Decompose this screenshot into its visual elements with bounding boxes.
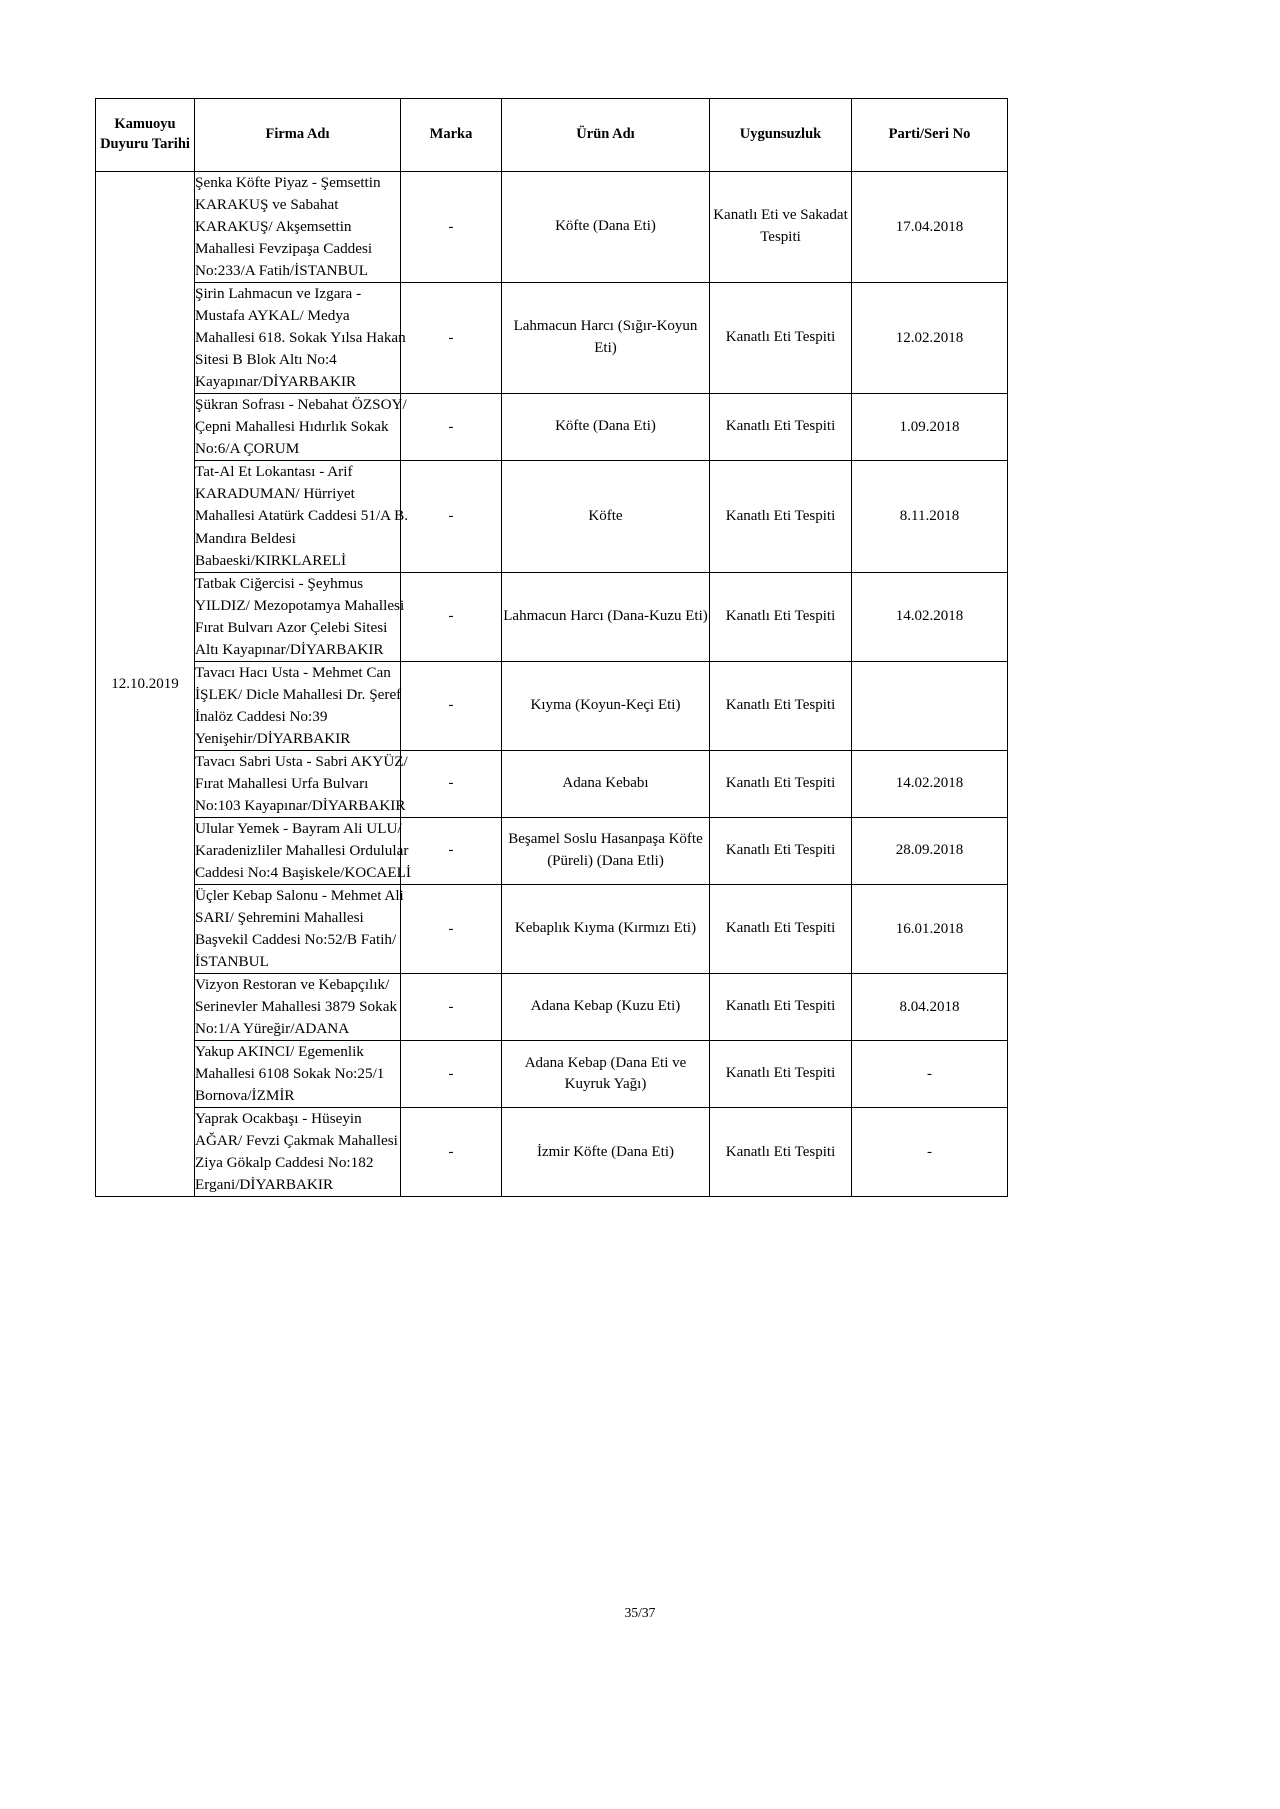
cell-nonconformity: Kanatlı Eti Tespiti: [710, 1041, 852, 1108]
firm-name-text: Ulular Yemek - Bayram Ali ULU/ Karadenizliler Mahallesi Ordulular Caddesi No:4 Başiskele/KOCAELİ: [195, 819, 411, 881]
table-header: [96, 99, 1008, 172]
cell-product-name: İzmir Köfte (Dana Eti): [502, 1108, 710, 1197]
cell-brand: -: [401, 661, 502, 750]
page-number: 35/37: [624, 1605, 656, 1620]
cell-brand: -: [401, 885, 502, 974]
firm-name-text: Yakup AKINCI/ Egemenlik Mahallesi 6108 Sokak No:25/1 Bornova/İZMİR: [195, 1043, 385, 1105]
cell-lot-serial-no: -: [852, 1041, 1008, 1108]
table-row: [96, 885, 1008, 974]
cell-brand: -: [401, 172, 502, 283]
firm-name-text: Şenka Köfte Piyaz - Şemsettin KARAKUŞ ve Sabahat KARAKUŞ/ Akşemsettin Mahallesi Fevzipaşa Caddesi No:233/A Fatih/İSTANBUL: [195, 174, 381, 280]
column-header-lot-serial-no: Parti/Seri No: [852, 99, 1008, 172]
cell-firm-name: [195, 1108, 401, 1197]
table-row: [96, 283, 1008, 394]
column-header-announcement-date-line1: Kamuoyu: [114, 116, 176, 133]
firm-name-text: Vizyon Restoran ve Kebapçılık/ Serinevler Mahallesi 3879 Sokak No:1/A Yüreğir/ADANA: [195, 976, 398, 1038]
cell-nonconformity: Kanatlı Eti Tespiti: [710, 661, 852, 750]
table-row: [96, 817, 1008, 884]
column-header-announcement-date-line2: Duyuru Tarihi: [100, 136, 190, 152]
cell-lot-serial-no: 8.04.2018: [852, 974, 1008, 1041]
table-row: [96, 461, 1008, 572]
cell-brand: -: [401, 572, 502, 661]
table-body: [96, 172, 1008, 1197]
cell-announcement-date: 12.10.2019: [96, 172, 195, 1197]
cell-lot-serial-no: 1.09.2018: [852, 394, 1008, 461]
cell-nonconformity: Kanatlı Eti Tespiti: [710, 1108, 852, 1197]
firm-name-text: Tat-Al Et Lokantası - Arif KARADUMAN/ Hürriyet Mahallesi Atatürk Caddesi 51/A B. Mandıra Beldesi Babaeski/KIRKLARELİ: [195, 463, 409, 569]
cell-product-name: Beşamel Soslu Hasanpaşa Köfte (Püreli) (Dana Etli): [502, 817, 710, 884]
cell-brand: -: [401, 750, 502, 817]
firm-name-text: Tatbak Ciğercisi - Şeyhmus YILDIZ/ Mezopotamya Mahallesi Fırat Bulvarı Azor Çelebi Sitesi Altı Kayapınar/DİYARBAKIR: [195, 574, 405, 658]
cell-product-name: Köfte (Dana Eti): [502, 172, 710, 283]
column-header-brand: Marka: [401, 99, 502, 172]
table-row: [96, 1108, 1008, 1197]
cell-lot-serial-no: 17.04.2018: [852, 172, 1008, 283]
table-row: [96, 172, 1008, 283]
firm-name-text: Üçler Kebap Salonu - Mehmet Ali SARI/ Şehremini Mahallesi Başvekil Caddesi No:52/B Fatih/İSTANBUL: [195, 887, 404, 971]
firm-name-text: Şükran Sofrası - Nebahat ÖZSOY/ Çepni Mahallesi Hıdırlık Sokak No:6/A ÇORUM: [195, 396, 407, 458]
table-row: [96, 1041, 1008, 1108]
cell-lot-serial-no: 12.02.2018: [852, 283, 1008, 394]
cell-firm-name: [195, 661, 401, 750]
cell-product-name: Adana Kebap (Kuzu Eti): [502, 974, 710, 1041]
cell-nonconformity: Kanatlı Eti Tespiti: [710, 750, 852, 817]
column-header-announcement-date: [96, 99, 195, 172]
cell-nonconformity: Kanatlı Eti Tespiti: [710, 283, 852, 394]
cell-product-name: Adana Kebap (Dana Eti ve Kuyruk Yağı): [502, 1041, 710, 1108]
column-header-nonconformity: Uygunsuzluk: [710, 99, 852, 172]
cell-brand: -: [401, 461, 502, 572]
cell-firm-name: [195, 283, 406, 394]
table-row: [96, 572, 1008, 661]
table-row: [96, 750, 1008, 817]
cell-brand: -: [401, 1108, 502, 1197]
cell-firm-name: [195, 885, 404, 974]
table-row: [96, 974, 1008, 1041]
cell-product-name: Köfte (Dana Eti): [502, 394, 710, 461]
violations-table: [95, 98, 1008, 1197]
cell-product-name: Adana Kebabı: [502, 750, 710, 817]
firm-name-text: Tavacı Hacı Usta - Mehmet Can İŞLEK/ Dicle Mahallesi Dr. Şeref İnalöz Caddesi No:39 Yenişehir/DİYARBAKIR: [195, 663, 402, 747]
cell-nonconformity: Kanatlı Eti Tespiti: [710, 974, 852, 1041]
cell-brand: -: [401, 283, 502, 394]
cell-firm-name: [195, 974, 401, 1041]
cell-firm-name: [195, 1041, 401, 1108]
cell-lot-serial-no: 28.09.2018: [852, 817, 1008, 884]
cell-lot-serial-no: 14.02.2018: [852, 572, 1008, 661]
cell-nonconformity: Kanatlı Eti ve Sakadat Tespiti: [710, 172, 852, 283]
cell-brand: -: [401, 817, 502, 884]
cell-nonconformity: Kanatlı Eti Tespiti: [710, 394, 852, 461]
firm-name-text: Şirin Lahmacun ve Izgara - Mustafa AYKAL/ Medya Mahallesi 618. Sokak Yılsa Hakan Sitesi B Blok Altı No:4 Kayapınar/DİYARBAKIR: [195, 285, 406, 391]
cell-brand: -: [401, 1041, 502, 1108]
cell-firm-name: [195, 750, 408, 817]
cell-product-name: Köfte: [502, 461, 710, 572]
firm-name-text: Tavacı Sabri Usta - Sabri AKYÜZ/ Fırat Mahallesi Urfa Bulvarı No:103 Kayapınar/DİYARBAKIR: [195, 752, 408, 814]
table-row: [96, 661, 1008, 750]
cell-firm-name: [195, 572, 405, 661]
cell-brand: -: [401, 974, 502, 1041]
table-header-row: [96, 99, 1008, 172]
cell-lot-serial-no: -: [852, 1108, 1008, 1197]
cell-product-name: Lahmacun Harcı (Sığır-Koyun Eti): [502, 283, 710, 394]
cell-lot-serial-no: 8.11.2018: [852, 461, 1008, 572]
cell-lot-serial-no: [852, 661, 1008, 750]
cell-firm-name: [195, 817, 411, 884]
cell-lot-serial-no: 14.02.2018: [852, 750, 1008, 817]
table-row: [96, 394, 1008, 461]
cell-product-name: Lahmacun Harcı (Dana-Kuzu Eti): [502, 572, 710, 661]
cell-nonconformity: Kanatlı Eti Tespiti: [710, 817, 852, 884]
cell-nonconformity: Kanatlı Eti Tespiti: [710, 885, 852, 974]
violations-table-container: [95, 98, 1007, 1197]
cell-brand: -: [401, 394, 502, 461]
cell-lot-serial-no: 16.01.2018: [852, 885, 1008, 974]
cell-firm-name: [195, 172, 401, 283]
firm-name-text: Yaprak Ocakbaşı - Hüseyin AĞAR/ Fevzi Çakmak Mahallesi Ziya Gökalp Caddesi No:182 Ergani/DİYARBAKIR: [195, 1110, 398, 1194]
cell-nonconformity: Kanatlı Eti Tespiti: [710, 572, 852, 661]
column-header-firm-name: Firma Adı: [195, 99, 401, 172]
cell-nonconformity: Kanatlı Eti Tespiti: [710, 461, 852, 572]
cell-product-name: Kebaplık Kıyma (Kırmızı Eti): [502, 885, 710, 974]
column-header-product-name: Ürün Adı: [502, 99, 710, 172]
cell-firm-name: [195, 461, 409, 572]
cell-product-name: Kıyma (Koyun-Keçi Eti): [502, 661, 710, 750]
cell-firm-name: [195, 394, 407, 461]
